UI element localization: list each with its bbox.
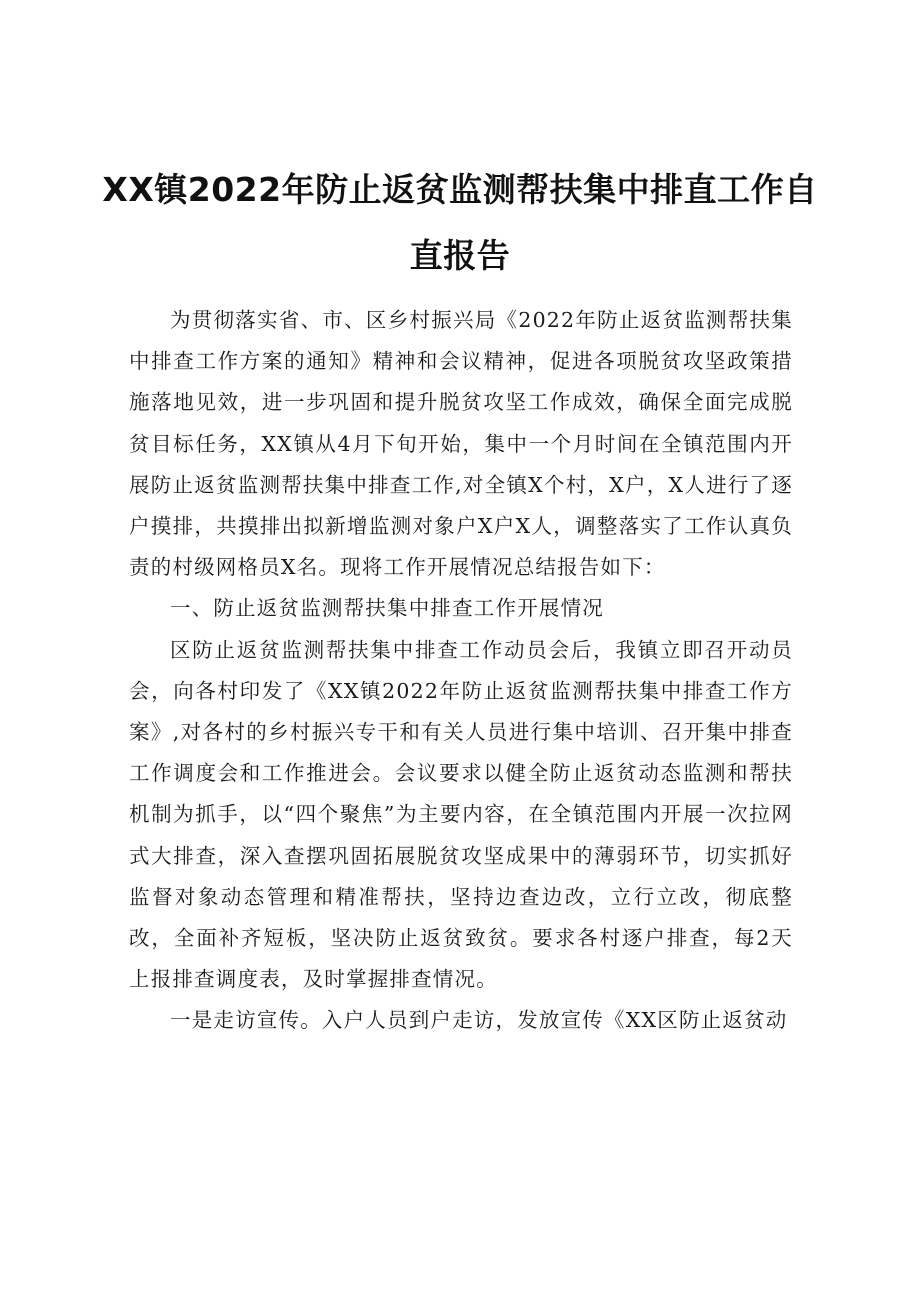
document-body bbox=[129, 300, 793, 1042]
section-heading: 一、防止返贫监测帮扶集中排查工作开展情况 bbox=[170, 596, 604, 621]
document-title: XX镇2022年防止返贫监测帮扶集中排直工作自直报告 bbox=[102, 170, 818, 275]
paragraph-intro: 为贯彻落实省、市、区乡村振兴局《2022年防止返贫监测帮扶集中排查工作方案的通知》精神和会议精神，促进各项脱贫攻坚政策措施落地见效，进一步巩固和提升脱贫攻坚工作成效，确保全面完成脱贫目标任务，XX镇从4月下旬开始，集中一个月时间在全镇范围内开展防止返贫监测帮扶集中排查工作,对全镇X个村，X户，X人进行了逐户摸排，共摸排出拟新增监测对象户X户X人，调整落实了工作认真负责的村级网格员X名。现将工作开展情况总结报告如下： bbox=[129, 308, 793, 580]
paragraph-visit-publicity: 一是走访宣传。入户人员到户走访，发放宣传《XX区防止返贫动 bbox=[170, 1008, 788, 1033]
paragraph-mobilization: 区防止返贫监测帮扶集中排查工作动员会后，我镇立即召开动员会，向各村印发了《XX镇2022年防止返贫监测帮扶集中排查工作方案》,对各村的乡村振兴专干和有关人员进行集中培训、召开集中排查工作调度会和工作推进会。会议要求以健全防止返贫动态监测和帮扶机制为抓手，以“四个聚焦”为主要内容，在全镇范围内开展一次拉网式大排查，深入查摆巩固拓展脱贫攻坚成果中的薄弱环节，切实抓好监督对象动态管理和精准帮扶，坚持边查边改，立行立改，彻底整改，全面补齐短板，坚决防止返贫致贫。要求各村逐户排查，每2天上报排查调度表，及时掌握排查情况。 bbox=[129, 637, 793, 992]
